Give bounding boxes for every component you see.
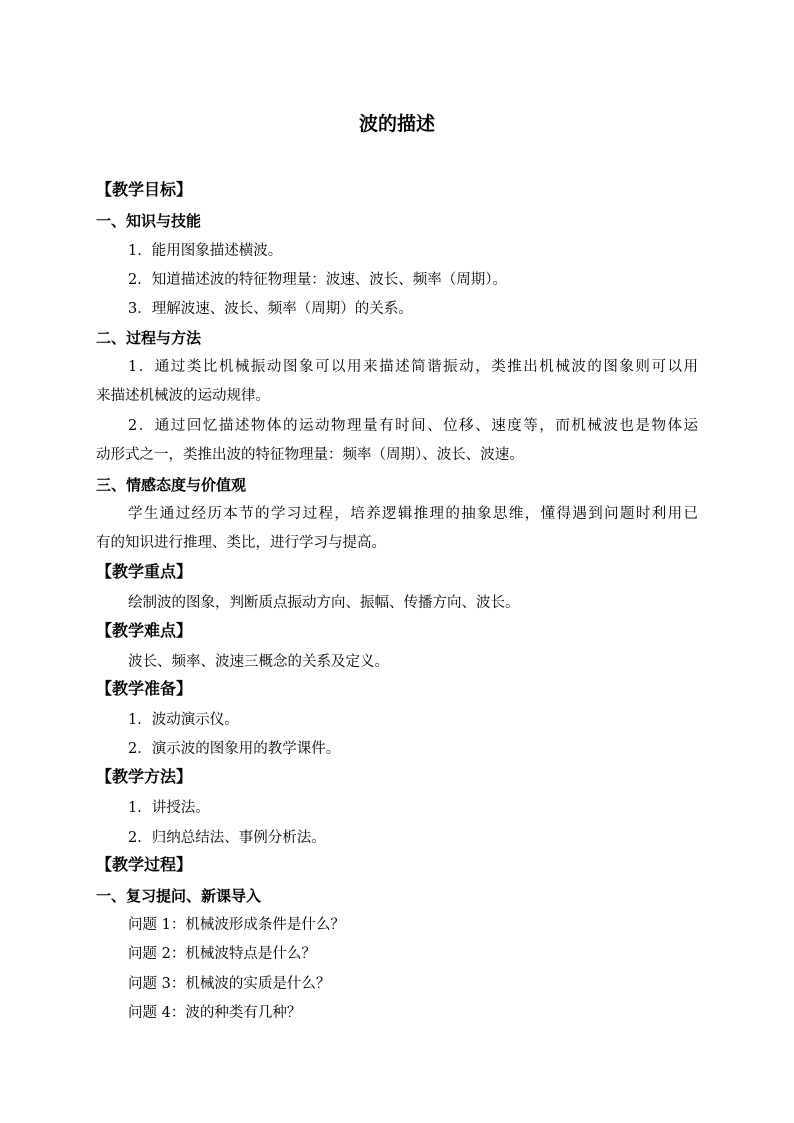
preparation-item-1: 1．波动演示仪。 (128, 712, 239, 728)
key-points-text: 绘制波的图象，判断质点振动方向、振幅、传播方向、波长。 (128, 595, 520, 611)
objectives-heading: 【教学目标】 (96, 180, 193, 199)
attitude-values-heading: 三、情感态度与价值观 (96, 476, 247, 494)
process-item-2-line-2: 动形式之一，类推出波的特征物理量：频率（周期）、波长、波速。 (96, 447, 524, 463)
difficulties-heading: 【教学难点】 (96, 621, 193, 640)
process-item-2-line-1: 2．通过回忆描述物体的运动物理量有时间、位移、速度等，而机械波也是物体运 (128, 418, 698, 434)
review-intro-heading: 一、复习提问、新课导入 (96, 887, 262, 905)
question-3: 问题 3：机械波的实质是什么？ (128, 976, 331, 992)
question-2: 问题 2：机械波特点是什么？ (128, 946, 316, 962)
knowledge-item-3: 3．理解波速、波长、频率（周期）的关系。 (128, 301, 413, 317)
difficulties-text: 波长、频率、波速三概念的关系及定义。 (128, 654, 389, 670)
knowledge-item-2: 2．知道描述波的特征物理量：波速、波长、频率（周期）。 (128, 272, 507, 288)
process-item-1-line-1: 1．通过类比机械振动图象可以用来描述简谐振动，类推出机械波的图象则可以用 (128, 359, 698, 375)
process-methods-heading: 二、过程与方法 (96, 329, 202, 347)
attitude-line-2: 有的知识进行推理、类比，进行学习与提高。 (96, 535, 386, 551)
methods-item-2: 2．归纳总结法、事例分析法。 (128, 830, 326, 846)
attitude-line-1: 学生通过经历本节的学习过程，培养逻辑推理的抽象思维，懂得遇到问题时利用已 (128, 506, 698, 522)
methods-item-1: 1．讲授法。 (128, 800, 210, 816)
question-4: 问题 4：波的种类有几种？ (128, 1005, 302, 1021)
knowledge-skills-heading: 一、知识与技能 (96, 212, 202, 230)
page-title: 波的描述 (358, 113, 435, 135)
teaching-process-heading: 【教学过程】 (96, 855, 193, 874)
preparation-item-2: 2．演示波的图象用的教学课件。 (128, 741, 341, 757)
knowledge-item-1: 1．能用图象描述横波。 (128, 243, 283, 259)
preparation-heading: 【教学准备】 (96, 679, 193, 698)
key-points-heading: 【教学重点】 (96, 562, 193, 581)
question-1: 问题 1：机械波形成条件是什么？ (128, 917, 345, 933)
process-item-1-line-2: 来描述机械波的运动规律。 (96, 388, 270, 404)
methods-heading: 【教学方法】 (96, 767, 193, 786)
